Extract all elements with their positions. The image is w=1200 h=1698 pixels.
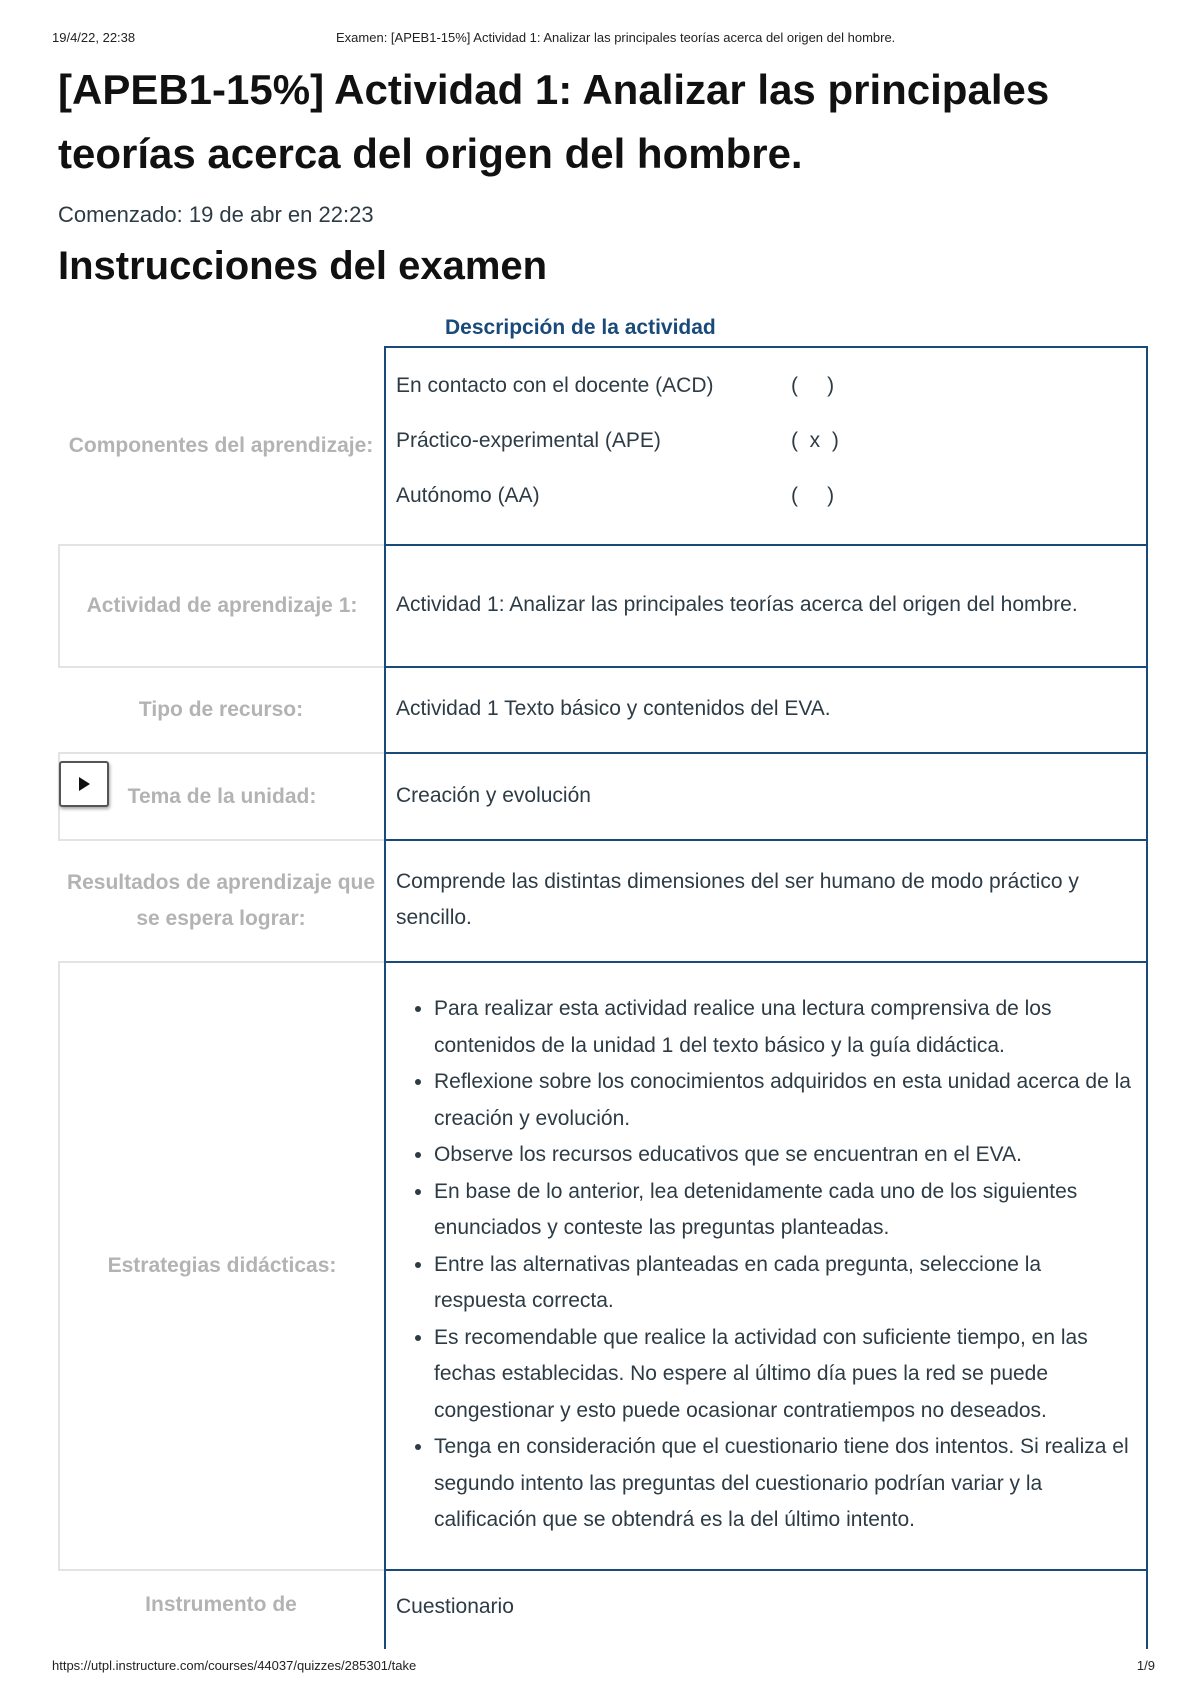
- activity-label: [58, 544, 384, 668]
- strategies-cell: [384, 961, 1148, 1571]
- resource-value: Actividad 1 Texto básico y contenidos del EVA.: [396, 697, 831, 720]
- print-footer: [52, 1658, 1155, 1676]
- resource-cell: [384, 666, 1148, 754]
- instrument-cell: [384, 1569, 1148, 1649]
- strategy-item: • Es recomendable que realice la actividad con suficiente tiempo, en las fechas establecidas. No espere al último día pues la red se puede congestionar y esto puede ocasionar contratiempos no deseados.: [434, 1320, 1138, 1430]
- unit-value: Creación y evolución: [396, 783, 591, 807]
- instrument-label-text: Instrumento de: [145, 1593, 297, 1616]
- results-value: Comprende las distintas dimensiones del ser humano de modo práctico y sencillo.: [396, 870, 1079, 929]
- activity-value: Actividad 1: Analizar las principales teorías acerca del origen del hombre.: [396, 593, 1078, 616]
- component-item: [396, 478, 1096, 533]
- activity-cell: [384, 544, 1148, 668]
- quiz-title: [APEB1-15%] Actividad 1: Analizar las principales teorías acerca del origen del hombre.: [58, 66, 1050, 177]
- component-name: En contacto con el docente (ACD): [396, 374, 714, 397]
- resource-label: [58, 666, 384, 754]
- unit-cell: [384, 752, 1148, 841]
- instrument-label: [58, 1569, 384, 1649]
- strategies-label: [58, 961, 384, 1571]
- strategy-item: • Para realizar esta actividad realice una lectura comprensiva de los contenidos de la unidad 1 del texto básico y la guía didáctica.: [434, 991, 1138, 1064]
- component-item: [396, 368, 1096, 423]
- instructions-heading: Instrucciones del examen: [58, 244, 548, 288]
- activity-label-text: Actividad de aprendizaje 1:: [86, 594, 358, 617]
- print-document-title: Examen: [APEB1-15%] Actividad 1: Analizar las principales teorías acerca del origen del hombre.: [336, 30, 896, 45]
- play-button[interactable]: [59, 761, 109, 807]
- print-datetime: 19/4/22, 22:38: [52, 30, 136, 45]
- strategy-item: • Entre las alternativas planteadas en cada pregunta, seleccione la respuesta correcta.: [434, 1247, 1138, 1320]
- strategy-item: • Observe los recursos educativos que se encuentran en el EVA.: [434, 1137, 1138, 1174]
- started-timestamp: Comenzado: 19 de abr en 22:23: [58, 202, 374, 227]
- activity-table-caption: Descripción de la actividad: [445, 316, 716, 339]
- page-url: https://utpl.instructure.com/courses/44037/quizzes/285301/take: [52, 1658, 417, 1673]
- strategy-item: • Tenga en consideración que el cuestionario tiene dos intentos. Si realiza el segundo intento las preguntas del cuestionario podrían variar y la calificación que se obtendrá es la del último intento.: [434, 1429, 1138, 1539]
- components-list: [396, 368, 1096, 533]
- results-cell: [384, 839, 1148, 963]
- component-item: [396, 423, 1096, 478]
- strategies-label-text: Estrategias didácticas:: [107, 1254, 337, 1277]
- print-header: [52, 30, 1140, 48]
- component-mark: ( ): [791, 374, 835, 397]
- play-icon: [79, 777, 90, 791]
- resource-label-text: Tipo de recurso:: [138, 698, 304, 721]
- page-number: 1/9: [1136, 1658, 1155, 1673]
- component-name: Autónomo (AA): [396, 484, 540, 507]
- unit-label-text: Tema de la unidad:: [127, 784, 317, 808]
- component-name: Práctico-experimental (APE): [396, 429, 661, 452]
- strategies-list: [396, 991, 1138, 1539]
- components-label-text: Componentes del aprendizaje:: [68, 434, 374, 457]
- components-label: [58, 346, 384, 546]
- strategy-item: • Reflexione sobre los conocimientos adquiridos en esta unidad acerca de la creación y evolución.: [434, 1064, 1138, 1137]
- component-mark: ( ): [791, 484, 835, 507]
- results-label: [58, 839, 384, 963]
- instrument-value: Cuestionario: [396, 1595, 514, 1618]
- components-cell: [384, 346, 1148, 546]
- results-label-text: Resultados de aprendizaje que se espera lograr:: [66, 871, 376, 930]
- component-mark: ( x ): [791, 429, 839, 452]
- strategy-item: • En base de lo anterior, lea detenidamente cada uno de los siguientes enunciados y conteste las preguntas planteadas.: [434, 1174, 1138, 1247]
